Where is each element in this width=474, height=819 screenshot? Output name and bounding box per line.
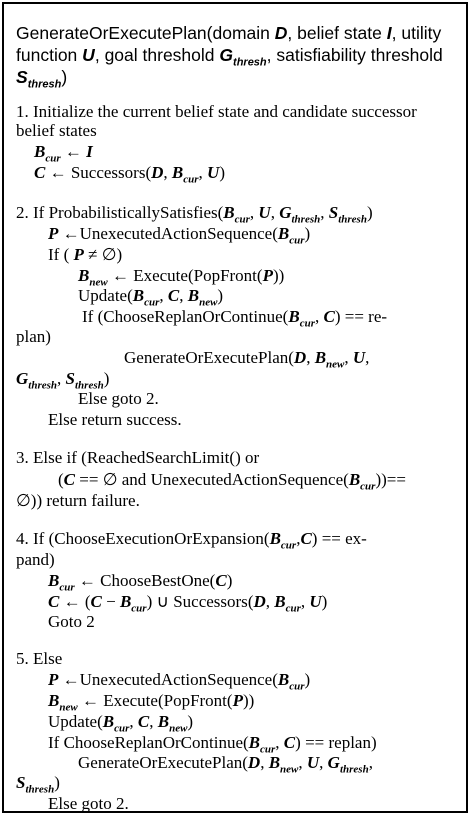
algorithm-line: 1. Initialize the current belief state and candidate successor <box>16 102 417 121</box>
algorithm-line: 3. Else if (ReachedSearchLimit() or <box>16 448 260 467</box>
algorithm-line: Else goto 2. <box>78 389 159 408</box>
algorithm-line: 4. If ($ChooseExecutionOrExpansion(B_{cur},C) == ex-$ <box>16 529 367 552</box>
algorithm-line: C ← $(C - B_{cur})$ ∪ Successors(D, $B_{cur}$, U) <box>48 592 328 615</box>
algorithm-line: ∅)) return failure. <box>16 491 140 510</box>
algorithm-line: $B_{new}$ ← Execute(PopFront(P)) <box>48 691 255 714</box>
algorithm-line: $B_{new}$ ← Execute(PopFront(P)) <box>78 266 285 289</box>
algorithm-line: belief states <box>16 121 97 140</box>
algorithm-line: P $\leftarrow UnexecutedActionSequence(B_{cur})$ <box>48 224 311 247</box>
algorithm-line: If $ChooseReplanOrContinue(B_{cur}$, C) == replan) <box>48 733 377 756</box>
algorithm-line: Else return success. <box>48 410 182 429</box>
algorithm-line: plan) <box>16 327 51 346</box>
signature-line: function U, goal threshold $G_{thresh}$, satisfiability threshold <box>16 45 443 69</box>
algorithm-line: $B_{cur}$ ← I <box>34 142 93 165</box>
algorithm-line: Goto 2 <box>48 612 95 631</box>
algorithm-line: GenerateOrExecutePlan(D, $B_{new}$, U, <box>124 348 370 371</box>
algorithm-line: If ( P ≠ ∅) <box>48 245 123 264</box>
algorithm-line: 2. If $ProbabilisticallySatisfies(B_{cur}$, U, $G_{thresh}$, $S_{thresh}$) <box>16 203 373 226</box>
algorithm-line: 5. Else <box>16 649 63 668</box>
algorithm-line: (C == ∅ and $UnexecutedActionSequence(B_{cur}))==$ <box>58 470 406 493</box>
signature-line: GenerateOrExecutePlan(domain D, belief state I, utility <box>16 23 442 43</box>
algorithm-box <box>2 2 468 813</box>
algorithm-line: $Update(B_{cur}$, C, $B_{new}$) <box>48 712 194 735</box>
algorithm-line: Else goto 2. <box>48 794 129 813</box>
algorithm-line: pand) <box>16 550 55 569</box>
algorithm-line: C ← Successors(D, $B_{cur}$, U) <box>34 163 225 186</box>
algorithm-line: $G_{thresh}$, $S_{thresh}$) <box>16 369 110 392</box>
algorithm-line: If ($ChooseReplanOrContinue(B_{cur}$, C) == re- <box>82 307 388 330</box>
algorithm-line: $S_{thresh}$) <box>16 773 60 796</box>
algorithm-line: GenerateOrExecutePlan(D, $B_{new}$, U, $G_{thresh}$, <box>78 753 373 776</box>
signature-line: $S_{thresh}$) <box>16 67 68 91</box>
algorithm-line: $Update(B_{cur}$, C, $B_{new}$) <box>78 286 224 309</box>
algorithm-line: P $\leftarrow UnexecutedActionSequence(B_{cur})$ <box>48 670 311 693</box>
algorithm-line: $B_{cur}$ ← ChooseBestOne(C) <box>48 571 233 594</box>
